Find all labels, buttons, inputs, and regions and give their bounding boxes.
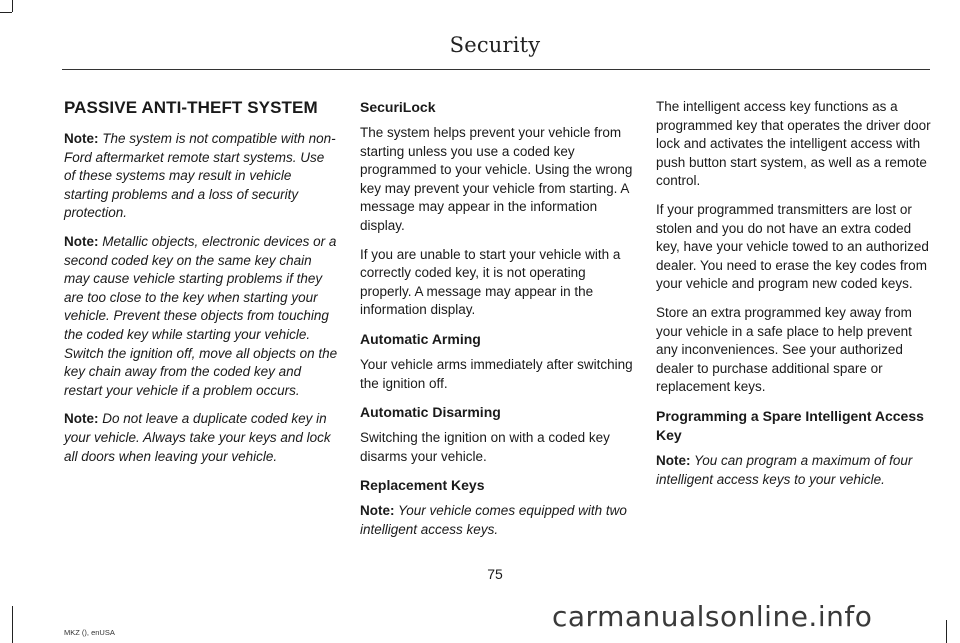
note-2 (64, 233, 338, 400)
column-3 (656, 98, 932, 499)
securilock-heading: SecuriLock (360, 99, 436, 115)
crop-mark-bottom-right (946, 620, 947, 643)
column-1 (64, 98, 338, 476)
note-1 (64, 130, 338, 223)
note-label: Note: (64, 131, 99, 146)
note-label: Note: (64, 411, 99, 427)
page-header-title: Security (449, 33, 541, 57)
paragraph: Your vehicle arms immediately after switching the ignition off. (360, 356, 633, 391)
crop-mark-bottom-left (12, 606, 13, 643)
programming-spare-key-heading: Programming a Spare Intelligent Access Key (656, 407, 924, 443)
section-heading: PASSIVE ANTI-THEFT SYSTEM (64, 98, 318, 117)
crop-mark-top-left-h (0, 12, 12, 13)
crop-mark-top-left (12, 0, 13, 12)
paragraph: If your programmed transmitters are lost or stolen and you do not have an extra coded key, have your vehicle towed to an authorized dealer. You need to erase the key codes from your vehicle and program new coded keys. (656, 201, 929, 292)
note-text: You can program a maximum of four intelligent access keys to your vehicle. (656, 452, 913, 487)
replacement-keys-heading: Replacement Keys (360, 477, 485, 494)
header-rule (62, 69, 930, 70)
paragraph: The intelligent access key functions as a programmed key that operates the driver door lock and activates the intelligent access with push button start system, as well as a remote control. (656, 99, 931, 189)
page-number: 75 (487, 566, 503, 582)
paragraph: Store an extra programmed key away from your vehicle in a safe place to help prevent any inconveniences. See your authorized dealer to purchase additional spare or replacement keys. (656, 304, 912, 395)
note-3 (64, 410, 338, 466)
paragraph: The system helps prevent your vehicle from starting unless you use a coded key programmed to your vehicle. Using the wrong key may prevent your vehicle from starting. A message may appear in the information display. (360, 125, 633, 233)
note (360, 502, 634, 539)
note-label: Note: (360, 503, 395, 519)
paragraph: Switching the ignition on with a coded key disarms your vehicle. (360, 430, 610, 464)
watermark: carmanualsonline.info (552, 600, 873, 633)
automatic-arming-heading: Automatic Arming (360, 330, 481, 347)
note-text: Metallic objects, electronic devices or a second coded key on the same key chain may cause vehicle starting problems if they are too close to the key when starting your vehicle. Prevent these objects from touching the coded key while starting your vehicle. Switch the ignition off, move all objects on the key chain away from the coded key and restart your vehicle if a problem occurs. (64, 233, 338, 398)
note-text: Your vehicle comes equipped with two intelligent access keys. (360, 503, 627, 537)
note-text: Do not leave a duplicate coded key in your vehicle. Always take your keys and lock all doors when leaving your vehicle. (64, 411, 331, 464)
note-text: The system is not compatible with non-Ford aftermarket remote start systems. Use of these systems may result in vehicle starting problems and a loss of security protection. (64, 131, 336, 221)
note-label: Note: (656, 452, 691, 468)
footer-code: MKZ (), enUSA (64, 628, 115, 637)
automatic-disarming-heading: Automatic Disarming (360, 404, 501, 421)
column-2 (360, 98, 634, 550)
note-label: Note: (64, 233, 99, 249)
note (656, 452, 932, 489)
paragraph: If you are unable to start your vehicle with a correctly coded key, it is not operating properly. A message may appear in the information display. (360, 246, 621, 318)
